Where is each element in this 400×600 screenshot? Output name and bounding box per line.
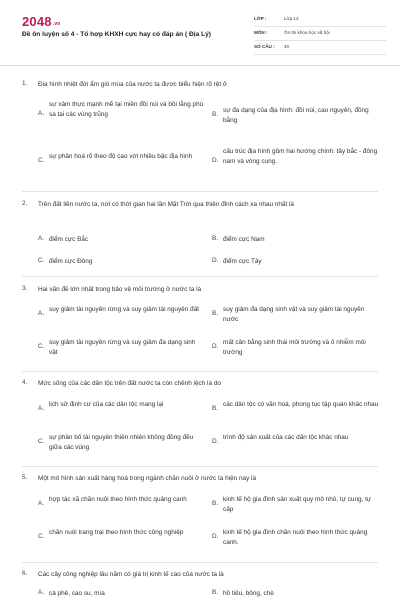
question-number: 6. (22, 570, 28, 577)
question-divider (22, 191, 378, 192)
option-letter: A. (38, 310, 45, 317)
option-text: suy giảm tài nguyên rừng và suy giảm tài nguyên đất (49, 306, 199, 313)
option-letter: A. (38, 500, 45, 507)
logo-suffix: .vn (52, 21, 61, 27)
option-letter: A. (38, 589, 45, 596)
option-text: kinh tế hộ gia đình sản xuất quy mô nhỏ, tự cung, tự cấp (223, 496, 372, 513)
meta-key: LỚP : (254, 16, 267, 21)
meta-row-subject (254, 27, 386, 41)
option-text: điểm cực Đông (49, 258, 93, 265)
option-text: suy giảm tài nguyên rừng và suy giảm đa dạng sinh vật (49, 339, 196, 356)
option-text: suy giảm đa dạng sinh vật và suy giảm tài nguyên nước (223, 306, 365, 323)
option-text: kinh tế hộ gia đình chăn nuôi theo hình thức quảng canh. (223, 529, 368, 546)
option-letter: D. (212, 157, 219, 164)
option-letter: D. (212, 257, 219, 264)
exam-header (0, 0, 400, 66)
meta-value: 40 (284, 44, 290, 49)
option-text: chăn nuôi trang trại theo hình thức công nghiệp (49, 529, 184, 536)
option-text: lịch sử định cư của các dân tộc mang lại (49, 401, 164, 408)
option-text: hợp tác xã chăn nuôi theo hình thức quảng canh (49, 496, 187, 503)
meta-row-count (254, 41, 386, 55)
question-number: 2. (22, 200, 28, 207)
question-divider (22, 562, 378, 563)
option-letter: C. (38, 257, 45, 264)
option-letter: B. (212, 235, 219, 242)
option-text: sự đa dạng của địa hình: đồi núi, cao nguyên, đồng bằng (223, 107, 369, 124)
question-divider (22, 466, 378, 467)
option-text: mất cân bằng sinh thái môi trường và ô nhiễm môi trường (223, 339, 366, 356)
page-title: Đề ôn luyện số 4 - Tổ hợp KHXH cực hay có đáp án ( Địa Lý) (22, 31, 211, 38)
option-text: cấu trúc địa hình gồm hai hướng chính: tây bắc - đông nam và vòng cung. (223, 148, 378, 165)
option-letter: C. (38, 438, 45, 445)
question-text: Trên đất liền nước ta, nơi có thời gian hai lần Mặt Trời qua thiên đỉnh cách xa nhau nhất là (38, 201, 294, 208)
option-text: điểm cực Bắc (49, 236, 89, 243)
option-text: điểm cực Nam (223, 236, 265, 243)
option-letter: D. (212, 343, 219, 350)
option-letter: C. (38, 157, 45, 164)
question-text: Một mô hình sản xuất hàng hoá trong ngành chăn nuôi ở nước ta hiện nay là (38, 475, 257, 482)
question-divider (22, 371, 378, 372)
question-text: Địa hình nhiệt đới ẩm gió mùa của nước ta được biểu hiện rõ rệt ở (38, 81, 228, 88)
meta-key: MÔN : (254, 30, 268, 35)
option-letter: C. (38, 533, 45, 540)
exam-meta (254, 13, 386, 55)
question-number: 4. (22, 379, 28, 386)
option-letter: A. (38, 405, 45, 412)
meta-row-class (254, 13, 386, 27)
option-letter: D. (212, 533, 219, 540)
site-logo[interactable] (22, 14, 61, 29)
option-text: các dân tộc có văn hoá, phong tục tập quán khác nhau (223, 401, 379, 408)
question-number: 5. (22, 474, 28, 481)
option-text: sự xâm thực mạnh mẽ tại miền đồi núi và bồi lắng phù sa tại các vùng trũng (49, 101, 204, 118)
option-letter: B. (212, 405, 219, 412)
logo-text: 2048 (22, 14, 52, 29)
meta-value: Lớp 12 (284, 16, 299, 21)
option-letter: B. (212, 111, 219, 118)
option-letter: C. (38, 343, 45, 350)
question-number: 3. (22, 285, 28, 292)
question-text: Mức sống của các dân tộc trên đất nước ta còn chênh lệch là do (38, 380, 221, 387)
option-text: sự phân bố tài nguyên thiên nhiên không đồng đều giữa các vùng (49, 434, 194, 451)
option-letter: D. (212, 438, 219, 445)
option-letter: A. (38, 235, 45, 242)
question-number: 1. (22, 80, 28, 87)
question-divider (22, 276, 378, 277)
meta-value: Ôn thi khoa học xã hội (284, 30, 330, 35)
option-text: điểm cực Tây (223, 258, 262, 265)
meta-key: SỐ CÂU : (254, 44, 275, 49)
option-text: hồ tiêu, bông, chè (223, 590, 274, 597)
option-text: sự phân hoá rõ theo độ cao với nhiều bậc địa hình (49, 153, 193, 160)
option-letter: A. (38, 110, 45, 117)
option-letter: B. (212, 589, 219, 596)
question-text: Các cây công nghiệp lâu năm có giá trị kinh tế cao của nước ta là (38, 571, 224, 578)
question-text: Hai vấn đề lớn nhất trong bảo vệ môi trường ở nước ta là (38, 286, 202, 293)
option-letter: B. (212, 310, 219, 317)
option-text: trình độ sản xuất của các dân tộc khác nhau (223, 434, 349, 441)
option-letter: B. (212, 500, 219, 507)
option-text: cà phê, cao su, mía (49, 590, 105, 597)
